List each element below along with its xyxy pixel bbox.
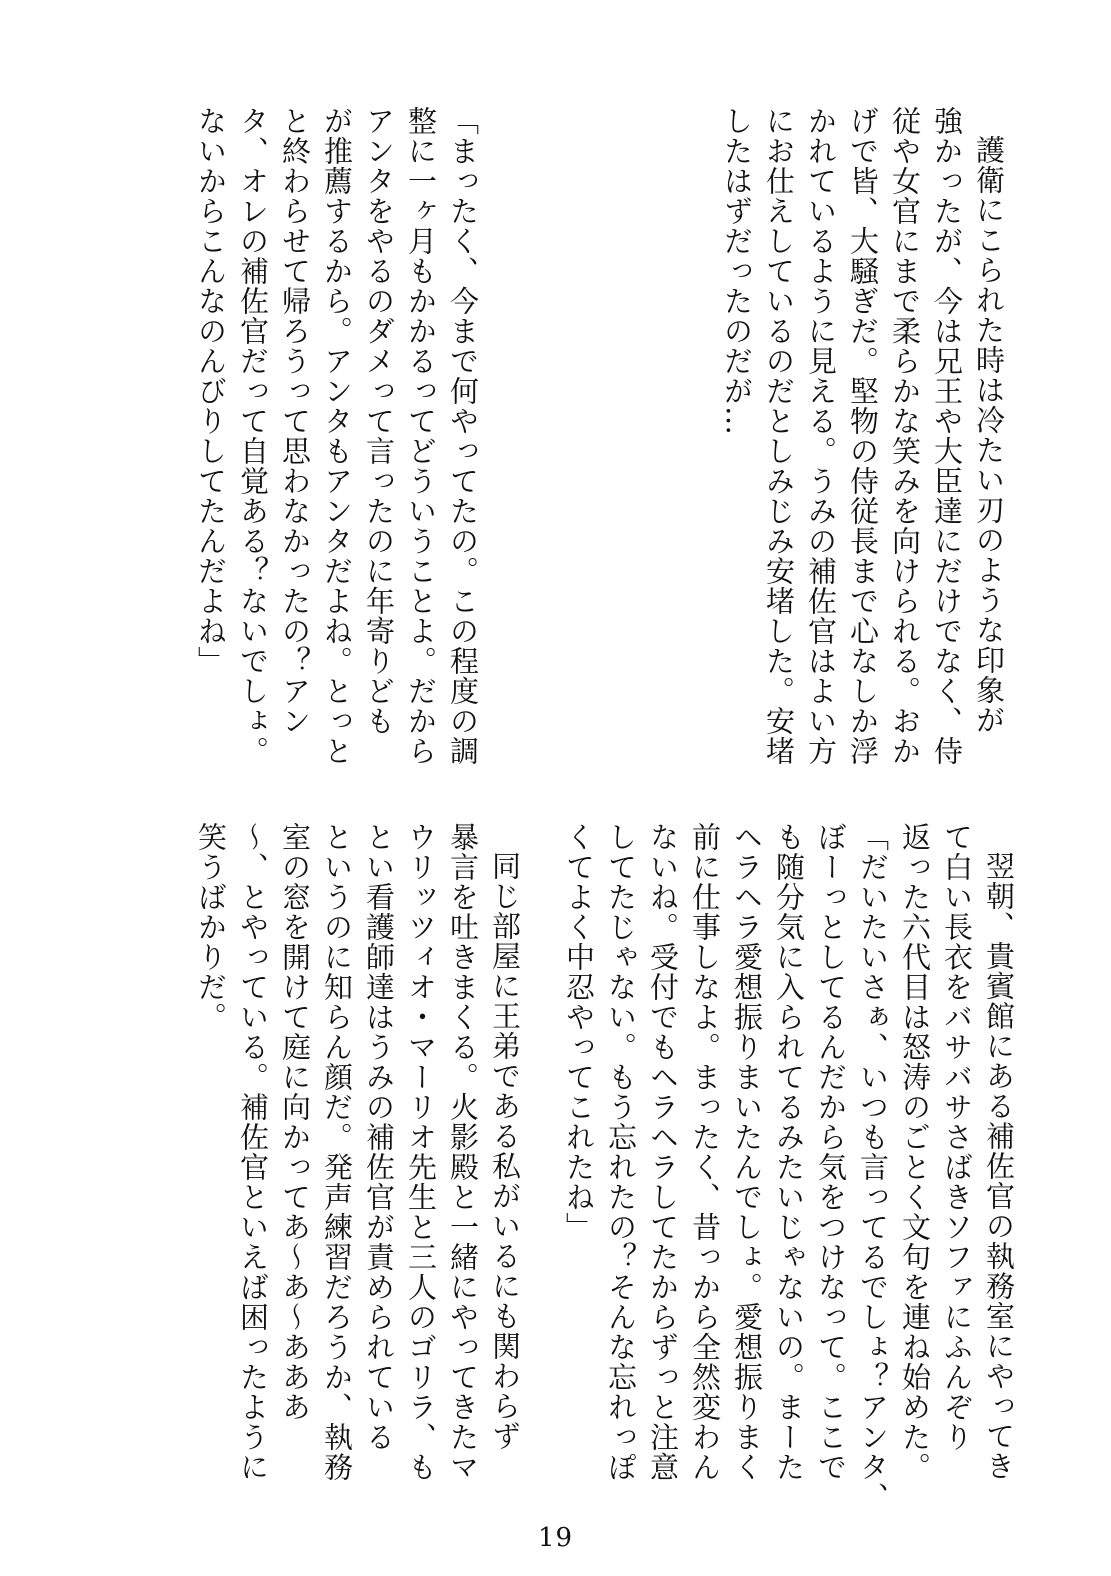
- text-line: 翌朝、貴賓館にある補佐官の執務室にやってき: [982, 851, 1016, 1481]
- text-line: かれているように見える。うみの補佐官はよい方: [804, 106, 838, 766]
- text-line: 返った六代目は怒涛のごとく文句を連ね始めた。: [898, 822, 932, 1482]
- text-line: 笑うばかりだ。: [194, 822, 228, 1032]
- text-line: 〜、とやっている。補佐官といえば困ったように: [236, 822, 270, 1482]
- text-line: ぼーっとしてるんだから気をつけなって。ここで: [814, 822, 848, 1482]
- text-line: ウリッツィオ・マーリオ先生と三人のゴリラ、も: [404, 822, 438, 1482]
- text-line: て白い長衣をバサバサさばきソファにふんぞり: [940, 822, 974, 1452]
- text-line: してたじゃない。もう忘れたの？そんな忘れっぽ: [604, 822, 638, 1482]
- text-line: タ、オレの補佐官だって自覚ある？ないでしょ。: [236, 106, 270, 766]
- text-line: 強かったが、今は兄王や大臣達にだけでなく、侍: [930, 106, 964, 766]
- text-line: も随分気に入られてるみたいじゃないの。まーた: [772, 822, 806, 1482]
- text-line: 同じ部屋に王弟である私がいるにも関わらず: [488, 851, 522, 1451]
- text-line: 室の窓を開けて庭に向かってあ〜あ〜あああ: [278, 822, 312, 1422]
- text-column-top-right: [716, 106, 1010, 766]
- text-line: とい看護師達はうみの補佐官が責められている: [362, 822, 396, 1452]
- text-line: 整に一ヶ月もかかるってどういうことよ。だから: [404, 106, 438, 766]
- text-column-bottom-left: [190, 822, 526, 1482]
- text-line: 前に仕事しなよ。まったく、昔っから全然変わん: [688, 822, 722, 1482]
- text-line: と終わらせて帰ろうって思わなかったの？アン: [278, 106, 312, 736]
- page-number: 19: [537, 1523, 574, 1553]
- text-line: したはずだったのだが…: [720, 106, 754, 436]
- text-line: 護衛にこられた時は冷たい刃のような印象が: [972, 135, 1006, 735]
- text-line: にお仕えしているのだとしみじみ安堵した。安堵: [762, 106, 796, 766]
- text-line: 暴言を吐きまくる。火影殿と一緒にやってきたマ: [446, 822, 480, 1482]
- text-line: というのに知らん顔だ。発声練習だろうか、執務: [320, 822, 354, 1482]
- text-line: 従や女官にまで柔らかな笑みを向けられる。おか: [888, 106, 922, 766]
- text-line: げで皆、大騒ぎだ。堅物の侍従長まで心なしか浮: [846, 106, 880, 766]
- text-line: ヘラヘラ愛想振りまいたんでしょ。愛想振りまく: [730, 822, 764, 1482]
- text-column-bottom-right: [558, 822, 1020, 1512]
- text-line: ないからこんなのんびりしてたんだよね」: [194, 106, 228, 676]
- text-line: くてよく中忍やってこれたね」: [562, 822, 596, 1242]
- text-line: 「だいたいさぁ、いつも言ってるでしょ？アンタ、: [856, 822, 890, 1512]
- text-line: アンタをやるのダメって言ったのに年寄りども: [362, 106, 396, 736]
- text-line: ないね。受付でもヘラヘラしてたからずっと注意: [646, 822, 680, 1482]
- text-column-top-left: [190, 106, 484, 766]
- text-line: が推薦するから。アンタもアンタだよね。とっと: [320, 106, 354, 766]
- text-line: 「まったく、今まで何やってたの。この程度の調: [446, 106, 480, 766]
